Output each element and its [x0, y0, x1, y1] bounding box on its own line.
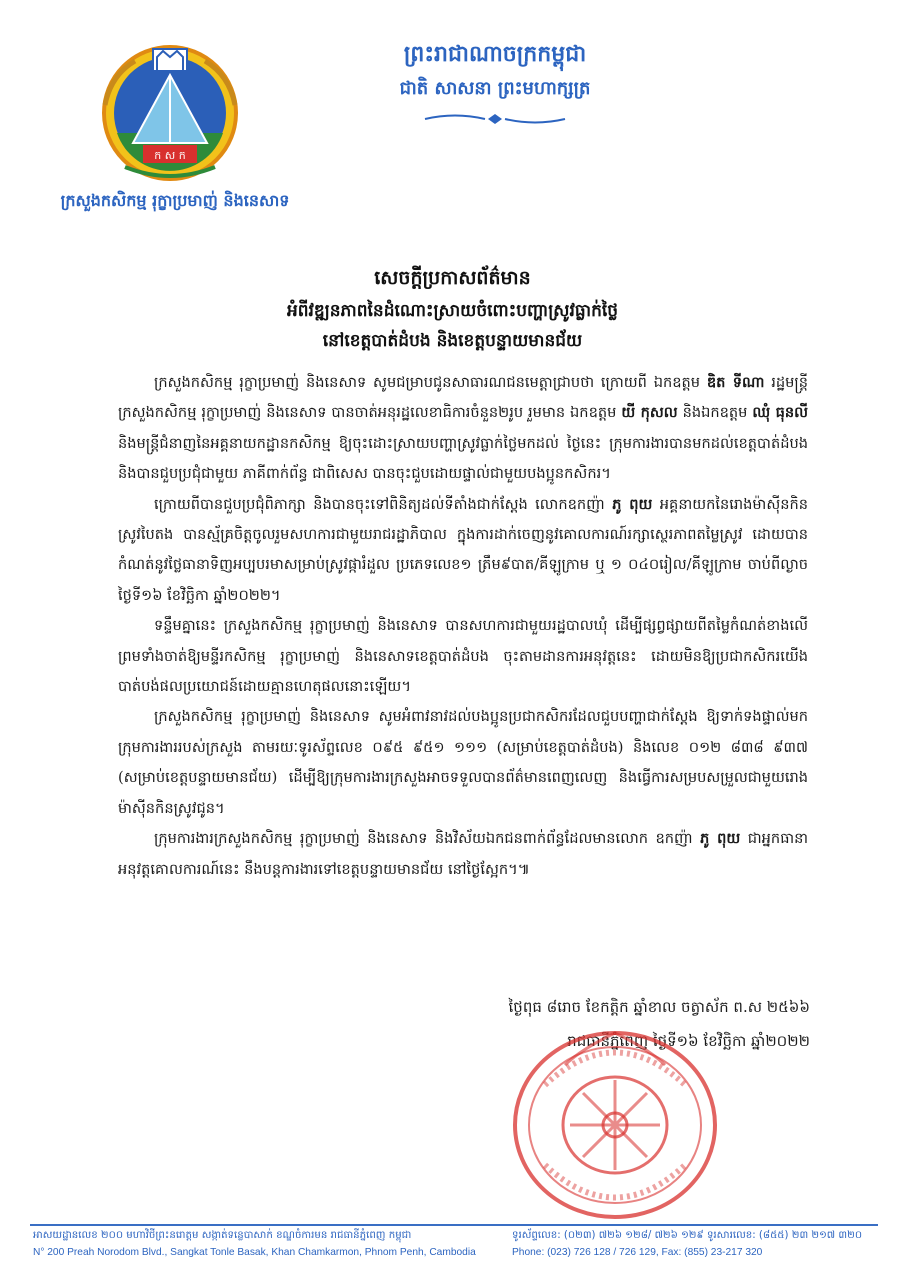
paragraph-5: ក្រុមការងារក្រសួងកសិកម្ម រុក្ខាប្រមាញ់ និងនេសាទ និងវិស័យឯកជនពាក់ព័ន្ធដែលមានលោក ឧកញ៉ា ភូ ពុយ ជាអ្នកធានាអនុវត្តគោលការណ៍នេះ នឹងបន្តការងារទៅខេត្តបន្ទាយមានជ័យ នៅថ្ងៃស្អែក។៕	[118, 830, 808, 878]
footer-address-en: N° 200 Preah Norodom Blvd., Sangkat Tonle Basak, Khan Chamkarmon, Phnom Penh, Cambodia	[33, 1247, 476, 1258]
paragraph-1: ក្រសួងកសិកម្ម រុក្ខាប្រមាញ់ និងនេសាទ សូមជម្រាបជូនសាធារណជនមេត្តាជ្រាបថា ក្រោយពី ឯកឧត្តម ឌិត ទីណា រដ្ឋមន្ត្រីក្រសួងកសិកម្ម រុក្ខាប្រមាញ់ និងនេសាទ បានចាត់អនុរដ្ឋលេខាធិការចំនួន២រូប រួមមាន ឯកឧត្តម យី កុសល និងឯកឧត្តម ឈុំ ធុនលី និងមន្ត្រីជំនាញនៃអគ្គនាយកដ្ឋានកសិកម្ម ឱ្យចុះដោះស្រាយបញ្ហាស្រូវធ្លាក់ថ្លៃមកដល់ ថ្ងៃនេះ ក្រុមការងារបានមកដល់ខេត្តបាត់ដំបង និងបានជួបប្រជុំជាមួយ ភាគីពាក់ព័ន្ធ ជាពិសេស បានចុះជួបដោយផ្ទាល់ជាមួយបងប្អូនកសិករ។	[118, 374, 809, 483]
logo-text: ក ស ក	[154, 149, 186, 162]
ministry-logo	[95, 35, 245, 185]
solar-date: រាជធានីភ្នំពេញ ថ្ងៃទី១៦ ខែវិច្ឆិកា ឆ្នាំ២០២២	[567, 1032, 810, 1050]
ornament-divider	[420, 112, 570, 126]
footer-divider	[30, 1224, 878, 1226]
paragraph-2: ក្រោយពីបានជួបប្រជុំពិភាក្សា និងបានចុះទៅពិនិត្យដល់ទីតាំងជាក់ស្តែង លោកឧកញ៉ា ភូ ពុយ អគ្គនាយកនៃរោងម៉ាស៊ីនកិនស្រូវបៃតង បានស្ម័គ្រចិត្តចូលរួមសហការជាមួយរាជរដ្ឋាភិបាល ក្នុងការដាក់ចេញនូវគោលការណ៍រក្សាស្ថេរភាពតម្លៃស្រូវ ដោយបានកំណត់នូវថ្លៃធានាទិញអប្បបរមាសម្រាប់ស្រូវផ្ការំដួល ប្រភេទលេខ១ ត្រឹម៩បាត/គីឡូក្រាម ឬ ១ ០៤០រៀល/គីឡូក្រាម ចាប់ពីល្ងាចថ្ងៃទី១៦ ខែវិច្ឆិកា ឆ្នាំ២០២២។	[118, 495, 809, 604]
paragraph-3: ទន្ទឹមគ្នានេះ ក្រសួងកសិកម្ម រុក្ខាប្រមាញ់ និងនេសាទ បានសហការជាមួយរដ្ឋបាលឃុំ ដើម្បីផ្សព្វផ្សាយពីតម្លៃកំណត់ខាងលើ ព្រមទាំងចាត់ឱ្យមន្ទីរកសិកម្ម រុក្ខាប្រមាញ់ និងនេសាទខេត្តបាត់ដំបង ចុះតាមដានការអនុវត្តនេះ ដោយមិនឱ្យប្រជាកសិករយើងបាត់បង់ផលប្រយោជន៍ដោយគ្មានហេតុផលនោះឡើយ។	[118, 617, 808, 696]
announcement-body	[118, 368, 808, 885]
footer-phone-en: Phone: (023) 726 128 / 726 129, Fax: (855) 23-217 320	[512, 1247, 763, 1258]
official-seal	[505, 1025, 720, 1220]
lunar-date: ថ្ងៃពុធ ៨រោច ខែកត្តិក ឆ្នាំខាល ចត្វាស័ក ព.ស ២៥៦៦	[508, 998, 810, 1016]
announcement-title: សេចក្តីប្រកាសព័ត៌មាន	[374, 267, 531, 289]
paragraph-4: ក្រសួងកសិកម្ម រុក្ខាប្រមាញ់ និងនេសាទ សូមអំពាវនាវដល់បងប្អូនប្រជាកសិករដែលជួបបញ្ហាជាក់ស្តែង ឱ្យទាក់ទងផ្ទាល់មកក្រុមការងាររបស់ក្រសួង តាមរយៈទូរស័ព្ទលេខ ០៩៥ ៩៥១ ១១១ (សម្រាប់ខេត្តបាត់ដំបង) និងលេខ ០១២ ៨៣៨ ៩៣៧ (សម្រាប់ខេត្តបន្ទាយមានជ័យ) ដើម្បីឱ្យក្រុមការងារក្រសួងអាចទទួលបានព័ត៌មានពេញលេញ និងធ្វើការសម្របសម្រួលជាមួយរោងម៉ាស៊ីនកិនស្រូវជូន។	[118, 708, 808, 817]
announcement-subtitle-2: នៅខេត្តបាត់ដំបង និងខេត្តបន្ទាយមានជ័យ	[322, 331, 583, 351]
announcement-subtitle-1: អំពីវឌ្ឍនភាពនៃដំណោះស្រាយចំពោះបញ្ហាស្រូវធ្លាក់ថ្លៃ	[286, 301, 619, 321]
ministry-name: ក្រសួងកសិកម្ម រុក្ខាប្រមាញ់ និងនេសាទ	[60, 191, 290, 210]
national-motto: ជាតិ សាសនា ព្រះមហាក្សត្រ	[399, 78, 591, 99]
footer-phone-km: ទូរស័ព្ទលេខ: (០២៣) ៧២៦ ១២៨/ ៧២៦ ១២៩ ទូរសារលេខ: (៨៥៥) ២៣ ២១៧ ៣២០	[512, 1230, 863, 1241]
footer-address-km: អាសយដ្ឋានលេខ ២០០ មហាវិថីព្រះនរោត្តម សង្កាត់ទន្លេបាសាក់ ខណ្ឌចំការមន រាជធានីភ្នំពេញ កម្ពុជា	[33, 1230, 412, 1241]
kingdom-heading: ព្រះរាជាណាចក្រកម្ពុជា	[403, 41, 587, 67]
